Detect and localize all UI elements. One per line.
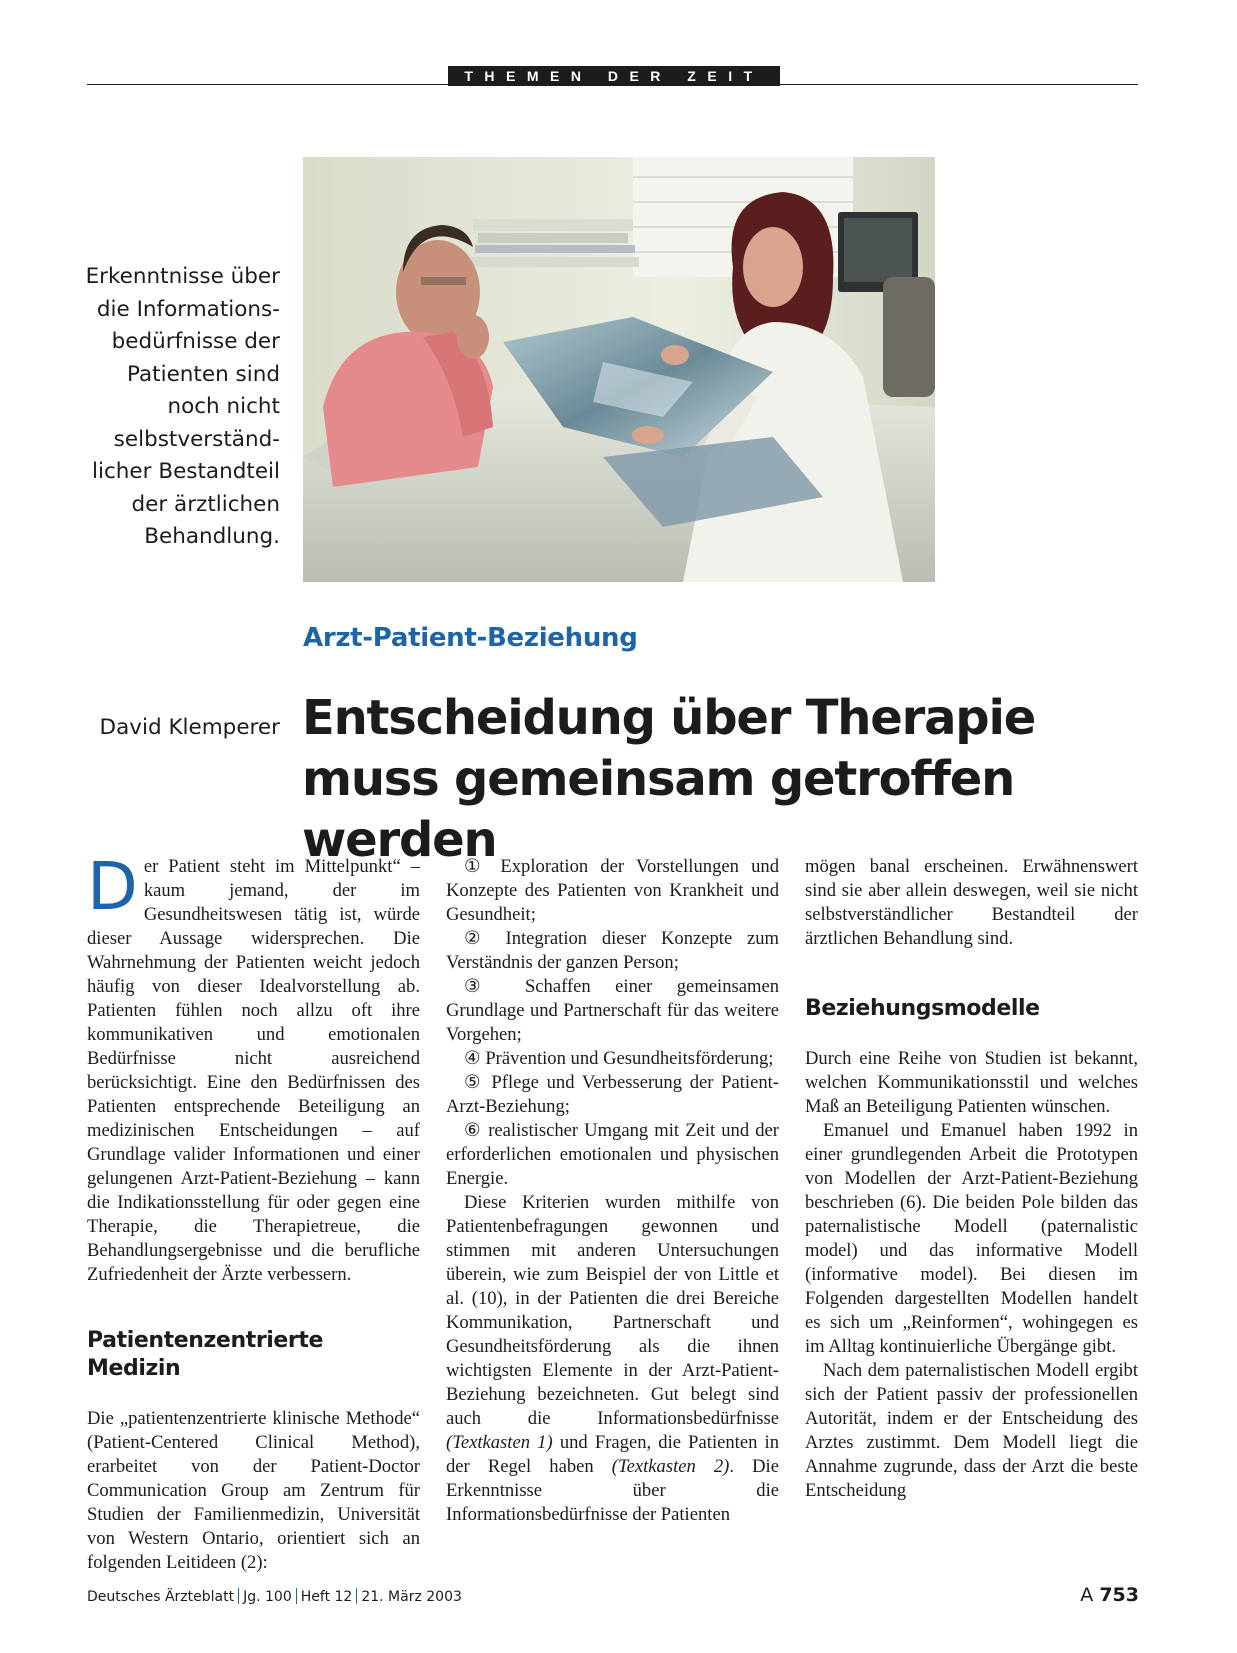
- drop-cap: D: [87, 848, 138, 925]
- paragraph-text: und Fragen, die Patienten in der Regel haben: [446, 1432, 779, 1477]
- section-heading-beziehungsmodelle: Beziehungsmodelle: [805, 996, 1040, 1021]
- issue-date: 21. März 2003: [361, 1589, 462, 1605]
- page-number: [1080, 1584, 1139, 1606]
- journal-issue: Heft 12: [300, 1589, 353, 1605]
- body-column-1: [87, 848, 420, 1575]
- doctor-patient-photo: [303, 157, 935, 582]
- textbox-reference: (Textkasten 2): [611, 1456, 730, 1477]
- paragraph: mögen banal erscheinen. Erwähnenswert sind sie aber allein deswegen, weil sie nicht selbstverständlicher Bestandteil der ärztlichen Behandlung sind.: [805, 856, 1138, 949]
- footer-separator: [238, 1588, 239, 1604]
- paragraph: Nach dem paternalistischen Modell ergibt sich der Patient passiv der professionellen Autorität, indem er der Entscheidung des Arztes zustimmt. Dem Modell liegt die Annahme zugrunde, dass der Arzt die beste Entscheidung: [805, 1360, 1138, 1501]
- footer-citation: [87, 1588, 462, 1605]
- paragraph-text: Diese Kriterien wurden mithilfe von Patientenbefragungen gewonnen und stimmen mit anderen Untersuchungen überein, wie zum Beispiel der von Little et al. (10), in der Patienten die drei Bereiche Kommunikation, Partnerschaft und Gesundheitsförderung als die ihnen wichtigsten Elemente in der Arzt-Patient-Beziehung bezeichneten. Gut belegt sind auch die Informationsbedürfnisse: [446, 1192, 779, 1429]
- paragraph: Durch eine Reihe von Studien ist bekannt, welchen Kommunikationsstil und welches Maß an Beteiligung Patienten wünschen.: [805, 1048, 1138, 1117]
- pull-quote: Erkenntnisse über die Informationsbedürfnisse der Patienten sind noch nicht selbstverständlicher Bestandteil der ärztlichen Behandlung.: [85, 264, 280, 549]
- body-column-3: [805, 855, 1138, 1503]
- article-kicker: Arzt-Patient-Beziehung: [303, 623, 638, 653]
- paragraph-text: . Die Erkenntnisse über die Informationsbedürfnisse der Patienten: [446, 1456, 779, 1525]
- section-label: THEMEN DER ZEIT: [448, 66, 780, 86]
- journal-name: Deutsches Ärzteblatt: [87, 1589, 235, 1605]
- list-item: ⑥ realistischer Umgang mit Zeit und der erforderlichen emotionalen und physischen Energie.: [446, 1120, 779, 1189]
- page-prefix: A: [1080, 1584, 1094, 1606]
- list-item: ① Exploration der Vorstellungen und Konzepte des Patienten von Krankheit und Gesundheit;: [446, 856, 779, 925]
- footer-separator: [356, 1588, 357, 1604]
- list-item: ④ Prävention und Gesundheitsförderung;: [464, 1048, 774, 1069]
- list-item: ⑤ Pflege und Verbesserung der Patient-Arzt-Beziehung;: [446, 1072, 779, 1117]
- paragraph: Die „patientenzentrierte klinische Methode“ (Patient-Centered Clinical Method), erarbeitet von der Patient-Doctor Communication Group am Zentrum für Studien der Familienmedizin, Universität von Western Ontario, orientiert sich an folgenden Leitideen (2):: [87, 1408, 420, 1573]
- author-name: David Klemperer: [99, 715, 280, 740]
- body-column-2: [446, 855, 779, 1527]
- list-item: ② Integration dieser Konzepte zum Verständnis der ganzen Person;: [446, 928, 779, 973]
- list-item: ③ Schaffen einer gemeinsamen Grundlage und Partnerschaft für das weitere Vorgehen;: [446, 976, 779, 1045]
- intro-paragraph: [87, 848, 420, 1287]
- footer-separator: [296, 1588, 297, 1604]
- textbox-reference: (Textkasten 1): [446, 1432, 553, 1453]
- paragraph: [446, 1191, 779, 1527]
- article-headline: Entscheidung über Therapie muss gemeinsam getroffen werden: [302, 690, 1036, 868]
- intro-text: er Patient steht im Mittelpunkt“ – kaum jemand, der im Gesundheitswesen tätig ist, würde dieser Aussage widersprechen. Die Wahrnehmung der Patienten weicht jedoch häufig von dieser Idealvorstellung ab. Patienten fühlen noch allzu oft ihre kommunikativen und emotionalen Bedürfnisse nicht ausreichend berücksichtigt. Eine den Bedürfnissen des Patienten entsprechende Beteiligung an medizinischen Entscheidungen – auf Grundlage valider Informationen und einer gelungenen Arzt-Patient-Beziehung – kann die Indikationsstellung für oder gegen eine Therapie, die Therapietreue, die Behandlungsergebnisse und die berufliche Zufriedenheit der Ärzte verbessern.: [87, 856, 420, 1285]
- journal-volume: Jg. 100: [243, 1589, 292, 1605]
- page-number-value: 753: [1099, 1584, 1139, 1606]
- photo-credit: Foto: BilderBox: [1227, 652, 1237, 717]
- section-heading-patientenzentriert: Patientenzentrierte Medizin: [87, 1328, 324, 1381]
- paragraph: Emanuel und Emanuel haben 1992 in einer grundlegenden Arbeit die Prototypen von Modellen der Arzt-Patient-Beziehung beschrieben (6). Die beiden Pole bilden das paternalistische Modell (paternalistic model) und das informative Modell (informative model). Bei diesen im Folgenden dargestellten Modellen handelt es sich um „Reinformen“, wohingegen es im Alltag kontinuierliche Übergänge gibt.: [805, 1120, 1138, 1357]
